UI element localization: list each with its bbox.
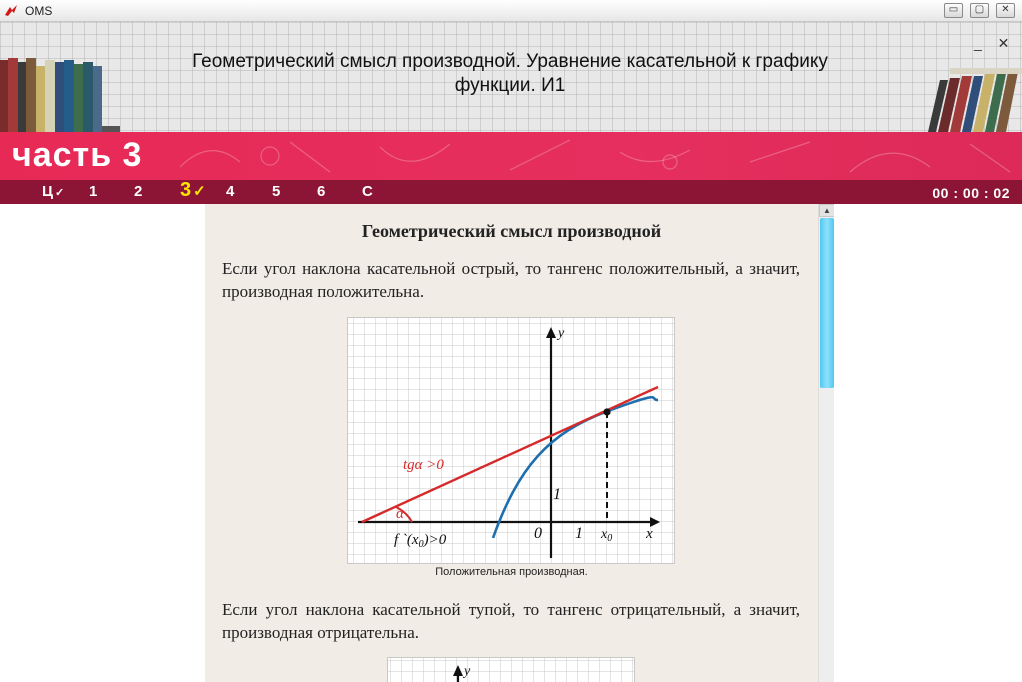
- nav-item-3[interactable]: [180, 179, 206, 202]
- arrow-up-icon: ▲: [823, 206, 831, 215]
- part-banner: [0, 132, 1022, 180]
- y-axis-label: y: [558, 326, 565, 341]
- books-left-image: [0, 22, 120, 132]
- nav-label: Ц: [42, 183, 53, 200]
- nav-label: 5: [272, 183, 281, 200]
- tangent-sign-label: tgα >0: [403, 457, 444, 473]
- minimize-button[interactable]: [944, 3, 963, 18]
- tangency-point: [603, 408, 610, 415]
- maximize-button[interactable]: [970, 3, 989, 18]
- tangent-positive-graph: [348, 318, 674, 563]
- grid: [388, 658, 634, 682]
- content-scrollbar[interactable]: [818, 204, 834, 682]
- nav-label: 1: [89, 183, 98, 200]
- close-button[interactable]: [996, 3, 1015, 18]
- app-logo-icon: [3, 3, 19, 19]
- nav-label: 3: [180, 179, 192, 201]
- inner-window-controls[interactable]: _ ✕: [974, 35, 1016, 51]
- figure-caption: Положительная производная.: [435, 566, 588, 578]
- window-title: OMS: [25, 4, 53, 18]
- nav-label: 2: [134, 183, 143, 200]
- y-axis-label: y: [464, 664, 471, 679]
- formula-background-decoration: [150, 132, 1022, 180]
- tangent-positive-figure: [347, 317, 675, 564]
- maximize-icon: ▢: [974, 4, 985, 15]
- timer: 00 : 00 : 02: [932, 185, 1010, 201]
- x-axis-label: x: [646, 526, 653, 542]
- nav-item-5[interactable]: [272, 183, 280, 200]
- minimize-icon: ▭: [948, 4, 959, 15]
- tangent-negative-figure: [387, 657, 635, 682]
- check-icon: ✓: [193, 183, 206, 200]
- nav-item-1[interactable]: [89, 183, 97, 200]
- origin-label: 0: [534, 525, 542, 542]
- scroll-thumb[interactable]: [820, 218, 834, 388]
- nav-item-c[interactable]: [42, 183, 64, 200]
- part-label: часть 3: [12, 136, 143, 174]
- derivative-sign-label: f $`(x_0)>0$: [394, 532, 447, 550]
- x0-label: $x_0$: [601, 527, 613, 544]
- course-header: [0, 22, 1022, 132]
- paragraph-negative: Если угол наклона касательной тупой, то тангенс отрицательный, а значит, производная отрицательна.: [222, 600, 800, 642]
- unit-y-label: 1: [553, 486, 561, 503]
- check-icon: ✓: [54, 187, 65, 199]
- nav-item-2[interactable]: [134, 183, 142, 200]
- window-titlebar: [0, 0, 1022, 22]
- task-navigation: [0, 180, 1022, 204]
- unit-x-label: 1: [575, 525, 583, 542]
- nav-label: 4: [226, 183, 235, 200]
- nav-label: С: [362, 183, 373, 200]
- lesson-content: [205, 204, 818, 682]
- alpha-label: α: [396, 506, 404, 522]
- nav-label: 6: [317, 183, 326, 200]
- left-margin: [0, 204, 205, 682]
- tangent-negative-graph: [388, 658, 634, 682]
- grid: [348, 318, 674, 563]
- lesson-title: Геометрический смысл производной. Уравнение касательной к графику функции. И1: [192, 51, 828, 96]
- nav-item-c-final[interactable]: [362, 183, 373, 200]
- right-margin: [834, 204, 1022, 682]
- section-title: Геометрический смысл производной: [361, 221, 662, 241]
- scroll-up-button[interactable]: [819, 204, 835, 217]
- paragraph-positive: Если угол наклона касательной острый, то тангенс положительный, а значит, производная положительна.: [222, 259, 800, 301]
- nav-item-6[interactable]: [317, 183, 325, 200]
- close-icon: ✕: [1001, 4, 1010, 15]
- nav-item-4[interactable]: [226, 183, 234, 200]
